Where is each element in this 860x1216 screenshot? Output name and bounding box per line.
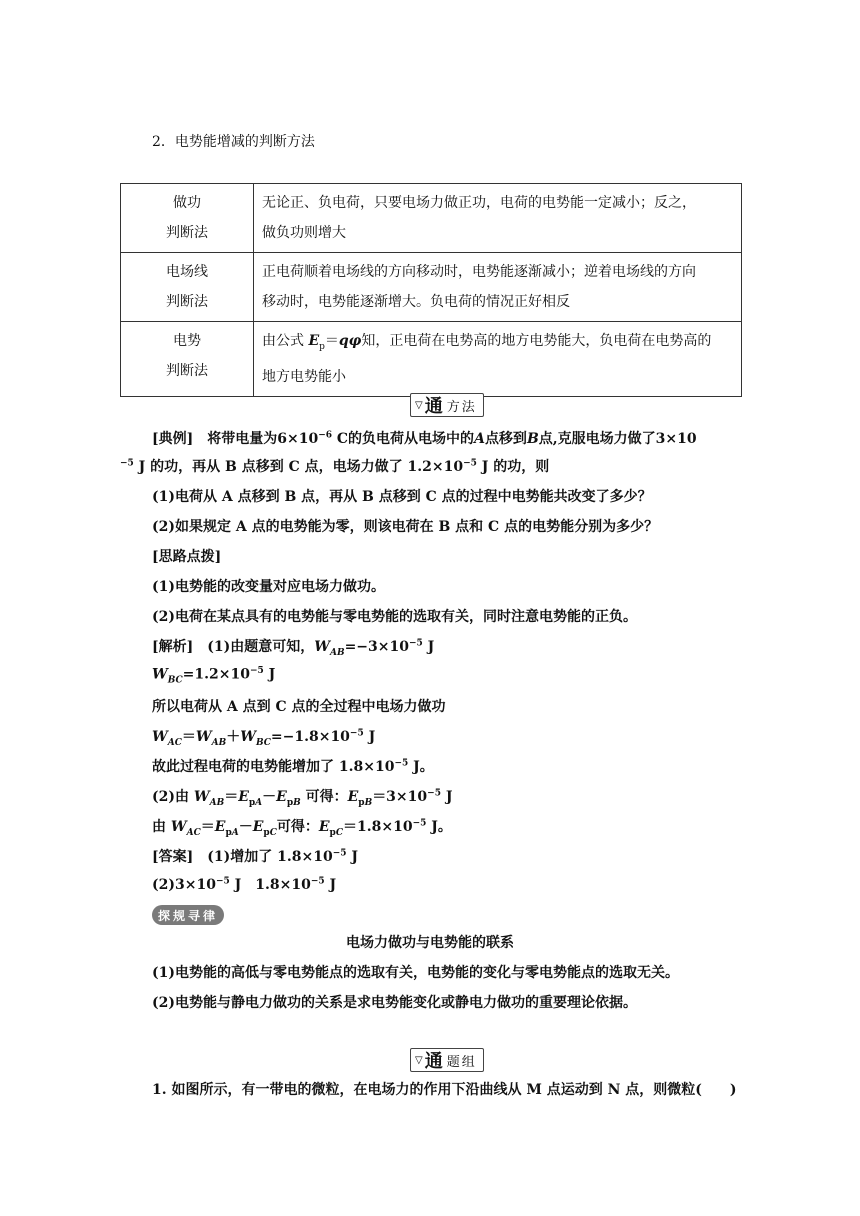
method-name: 做功 判断法	[121, 184, 254, 253]
hint-tag: [思路点拨]	[152, 549, 222, 565]
method-desc: 由公式 $E_p=q\varphi$知，正电荷在电势高的地方电势能大，负电荷在电势高的 地方电势能小	[254, 322, 742, 397]
problem-1: 1. 如图所示，有一带电的微粒，在电场力的作用下沿曲线从 M 点运动到 N 点，则微粒( )	[152, 1082, 737, 1098]
table-row	[121, 322, 742, 397]
solution-text-1: 所以电荷从 A 点到 C 点的全过程中电场力做功	[152, 699, 446, 715]
solution-text-2: 故此过程电荷的电势能增加了 $1.8\times 10^{-5}$ J。	[152, 758, 434, 775]
rule-badge: 探规寻律	[152, 905, 224, 925]
example-line-1: [典例] 将带电量为$6\times 10^{-6}$ C的负电荷从电场中的A点移到B点,克服电场力做了3×10	[152, 430, 697, 447]
answer-line-1: [答案] (1)增加了 $1.8\times 10^{-5}$ J	[152, 848, 358, 865]
hint-1: (1)电势能的改变量对应电场力做功。	[152, 579, 385, 595]
solution-wac: $W_{AC}=W_{AB}+W_{BC}=-1.8\times 10^{-5}$ J	[152, 728, 376, 748]
rule-2: (2)电势能与静电力做功的关系是求电势能变化或静电力做功的重要理论依据。	[152, 995, 637, 1011]
method-name: 电势 判断法	[121, 322, 254, 397]
rule-title: 电场力做功与电势能的联系	[346, 935, 514, 951]
triangle-icon: ▽	[415, 399, 423, 411]
methods-table	[120, 183, 742, 397]
solution-text-3: (2)由 $W_{AB}=E_{pA}-E_{pB}$ 可得：$E_{pB}=3\times 10^{-5}$ J	[152, 788, 453, 808]
table-row	[121, 253, 742, 322]
answer-line-2: $(2)3\times 10^{-5}$ J $1.8\times 10^{-5}$ J	[152, 876, 337, 893]
triangle-icon: ▽	[415, 1054, 423, 1066]
solution-text-4: 由 $W_{AC}=E_{pA}-E_{pC}$可得：$E_{pC}=1.8\times 10^{-5}$ J。	[152, 818, 452, 838]
method-name: 电场线 判断法	[121, 253, 254, 322]
solution-wbc: $W_{BC}=1.2\times 10^{-5}$ J	[152, 666, 276, 686]
table-row	[121, 184, 742, 253]
hint-2: (2)电荷在某点具有的电势能与零电势能的选取有关，同时注意电势能的正负。	[152, 609, 637, 625]
method-badge: ▽ 通 方法	[410, 393, 484, 417]
analysis-line: [解析] (1)由题意可知，$W_{AB}=-3\times 10^{-5}$ J	[152, 638, 435, 658]
question-2: (2)如果规定 A 点的电势能为零，则该电荷在 B 点和 C 点的电势能分别为多少？	[152, 519, 659, 535]
example-line-2: $^{-5}$ J 的功，再从 B 点移到 C 点，电场力做了 $1.2\times 10^{-5}$ J 的功，则	[120, 458, 550, 475]
question-1: (1)电荷从 A 点移到 B 点，再从 B 点移到 C 点的过程中电势能共改变了多少？	[152, 489, 652, 505]
rule-1: (1)电势能的高低与零电势能点的选取有关，电势能的变化与零电势能点的选取无关。	[152, 965, 679, 981]
method-desc: 无论正、负电荷，只要电场力做正功，电荷的电势能一定减小；反之， 做负功则增大	[254, 184, 742, 253]
method-desc: 正电荷顺着电场线的方向移动时，电势能逐渐减小；逆着电场线的方向 移动时，电势能逐渐增大。负电荷的情况正好相反	[254, 253, 742, 322]
section-title: 2．电势能增减的判断方法	[152, 134, 315, 150]
problem-badge: ▽ 通 题组	[410, 1048, 484, 1072]
